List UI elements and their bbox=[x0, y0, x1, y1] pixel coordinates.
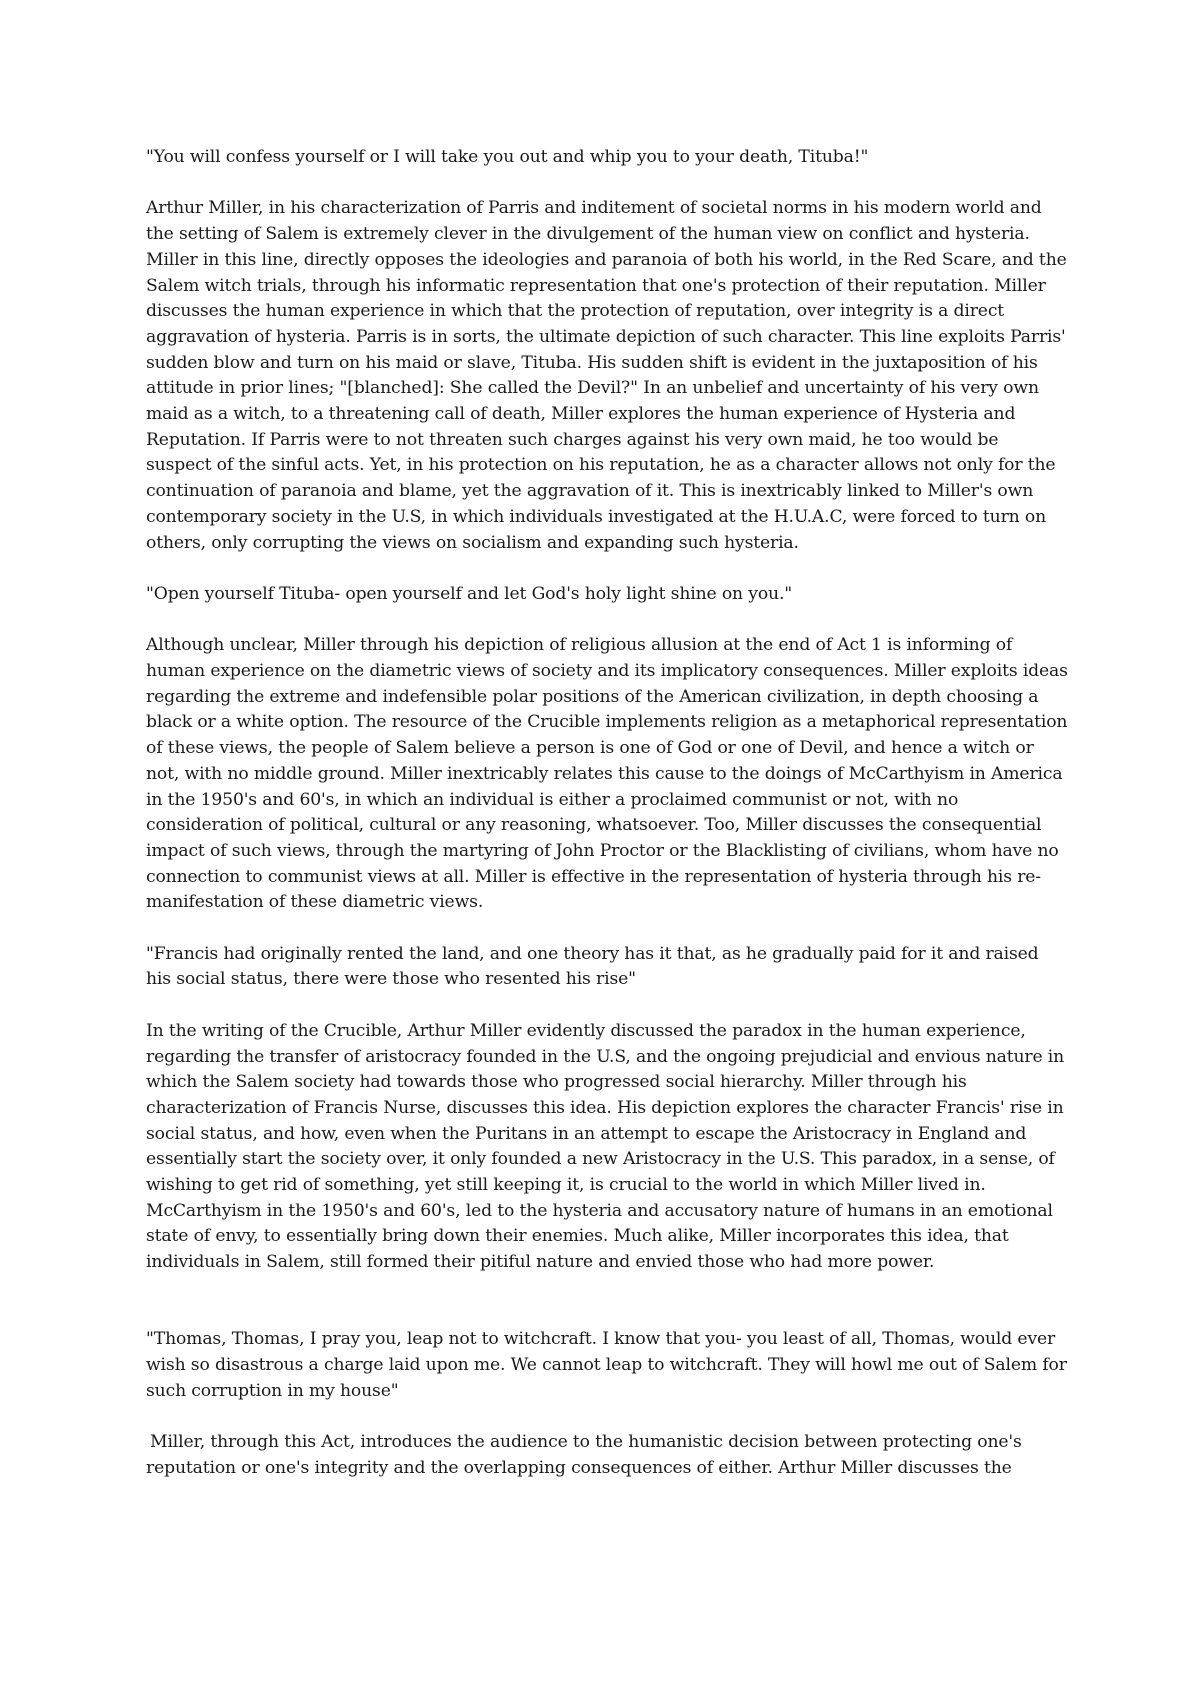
paragraph-reputation-integrity: Miller, through this Act, introduces the audience to the humanistic decision between protecting one's reputation or one's integrity and the overlapping consequences of either. Arthur Miller discusses the bbox=[146, 1432, 1022, 1478]
paragraph-religious-allusion: Although unclear, Miller through his depiction of religious allusion at the end of Act 1 is informing of human experience on the diametric views of society and its implicatory consequences. Miller exploits ideas regarding the extreme and indefensible polar positions of the American civilization, in depth choosing a black or a white option. The resource of the Crucible implements religion as a metaphorical representation of these views, the people of Salem believe a person is one of God or one of Devil, and hence a witch or not, with no middle ground. Miller inextricably relates this cause to the doings of McCarthyism in America in the 1950's and 60's, in which an individual is either a proclaimed communist or not, with no consideration of political, cultural or any reasoning, whatsoever. Too, Miller discusses the consequential impact of such views, through the martyring of John Proctor or the Blacklisting of civilians, whom have no connection to communist views at all. Miller is effective in the representation of hysteria through his re-manifestation of these diametric views. bbox=[146, 635, 1068, 913]
paragraph-parris-analysis: Arthur Miller, in his characterization of Parris and inditement of societal norms in his modern world and the setting of Salem is extremely clever in the divulgement of the human view on conflict and hysteria. Miller in this line, directly opposes the ideologies and paranoia of both his world, in the Red Scare, and the Salem witch trials, through his informatic representation that one's protection of their reputation. Miller discusses the human experience in which that the protection of reputation, over integrity is a direct aggravation of hysteria. Parris is in sorts, the ultimate depiction of such character. This line exploits Parris' sudden blow and turn on his maid or slave, Tituba. His sudden shift is evident in the juxtaposition of his attitude in prior lines; "[blanched]: She called the Devil?" In an unbelief and uncertainty of his very own maid as a witch, to a threatening call of death, Miller explores the human experience of Hysteria and Reputation. If Parris were to not threaten such charges against his very own maid, he too would be suspect of the sinful acts. Yet, in his protection on his reputation, he as a character allows not only for the continuation of paranoia and blame, yet the aggravation of it. This is inextricably linked to Miller's own contemporary society in the U.S, in which individuals investigated at the H.U.A.C, were forced to turn on others, only corrupting the views on socialism and expanding such hysteria. bbox=[146, 198, 1067, 553]
quote-francis-land: "Francis had originally rented the land, and one theory has it that, as he gradually paid for it and raised his social status, there were those who resented his rise" bbox=[146, 943, 1039, 990]
quote-tituba-confess: "You will confess yourself or I will take you out and whip you to your death, Tituba!" bbox=[146, 147, 869, 167]
paragraph-aristocracy-paradox: In the writing of the Crucible, Arthur Miller evidently discussed the paradox in the human experience, regarding the transfer of aristocracy founded in the U.S, and the ongoing prejudicial and envious nature in which the Salem society had towards those who progressed social hierarchy. Miller through his characterization of Francis Nurse, discusses this idea. His depiction explores the character Francis' rise in social status, and how, even when the Puritans in an attempt to escape the Aristocracy in England and essentially start the society over, it only founded a new Aristocracy in the U.S. This paradox, in a sense, of wishing to get rid of something, yet still keeping it, is crucial to the world in which Miller lived in. McCarthyism in the 1950's and 60's, led to the hysteria and accusatory nature of humans in an emotional state of envy, to essentially bring down their enemies. Much alike, Miller incorporates this idea, that individuals in Salem, still formed their pitiful nature and envied those who had more power. bbox=[146, 1020, 1065, 1273]
quote-open-yourself: "Open yourself Tituba- open yourself and let God's holy light shine on you." bbox=[146, 583, 793, 604]
quote-thomas-witchcraft: "Thomas, Thomas, I pray you, leap not to witchcraft. I know that you- you least of all, Thomas, would ever wish so disastrous a charge laid upon me. We cannot leap to witchcraft. They will howl me out of Salem for such corruption in my house" bbox=[146, 1329, 1067, 1401]
document-body bbox=[146, 145, 1068, 1507]
